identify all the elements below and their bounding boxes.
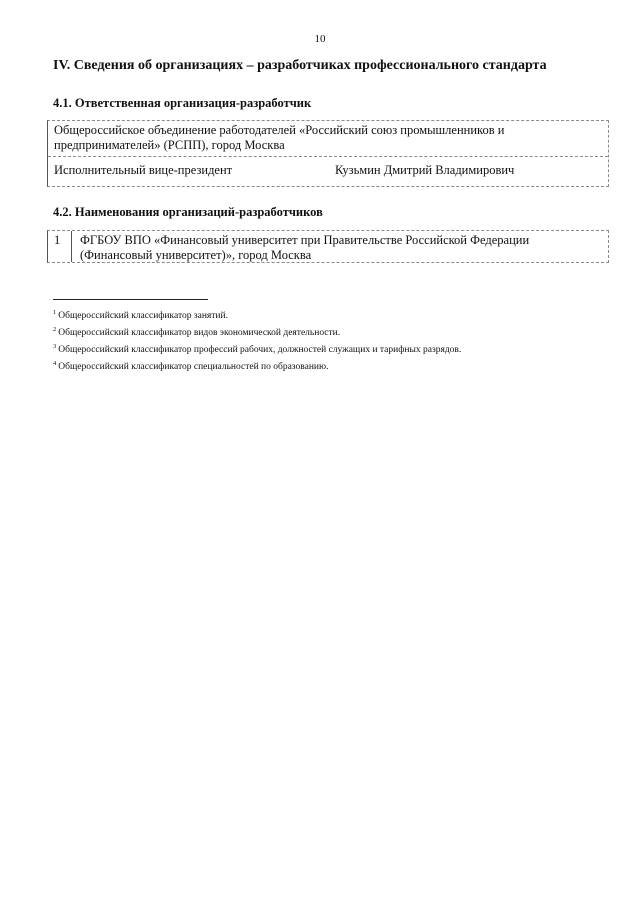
responsible-org-heading: 4.1. Ответственная организация-разработчик	[53, 96, 312, 110]
section-title: IV. Сведения об организациях – разработчиках профессионального стандарта	[53, 58, 547, 73]
developer-orgs-table	[47, 230, 609, 263]
footnote-3	[53, 340, 461, 357]
footnote-text: Общероссийский классификатор профессий рабочих, должностей служащих и тарифных разрядов.	[58, 345, 462, 355]
page-number: 10	[314, 33, 326, 45]
signatory-position: Исполнительный вице-президент	[54, 163, 233, 177]
footnote-text: Общероссийский классификатор специальностей по образованию.	[58, 362, 329, 372]
footnotes	[53, 306, 461, 374]
responsible-org-table	[47, 120, 609, 187]
footnote-text: Общероссийский классификатор видов экономической деятельности.	[58, 328, 341, 338]
footnote-4	[53, 357, 461, 374]
footnote-1	[53, 306, 461, 323]
footnote-mark: 1	[53, 309, 57, 316]
footnote-2	[53, 323, 461, 340]
responsible-org-name: Общероссийское объединение работодателей «Российский союз промышленников и предпринимателей» (РСПП), город Москва	[54, 123, 505, 152]
row-number-cell	[48, 231, 72, 262]
signatory-name: Кузьмин Дмитрий Владимирович	[335, 163, 515, 177]
table-row-divider	[48, 156, 608, 157]
footnote-mark: 2	[53, 326, 57, 333]
footnote-mark: 3	[53, 343, 57, 350]
footnote-text: Общероссийский классификатор занятий.	[58, 311, 228, 321]
developer-org-name: ФГБОУ ВПО «Финансовый университет при Правительстве Российской Федерации (Финансовый университет)», город Москва	[80, 233, 530, 262]
row-number: 1	[54, 233, 61, 247]
footnote-separator	[53, 299, 208, 300]
developer-orgs-heading: 4.2. Наименования организаций-разработчиков	[53, 205, 323, 219]
footnote-mark: 4	[53, 360, 57, 367]
